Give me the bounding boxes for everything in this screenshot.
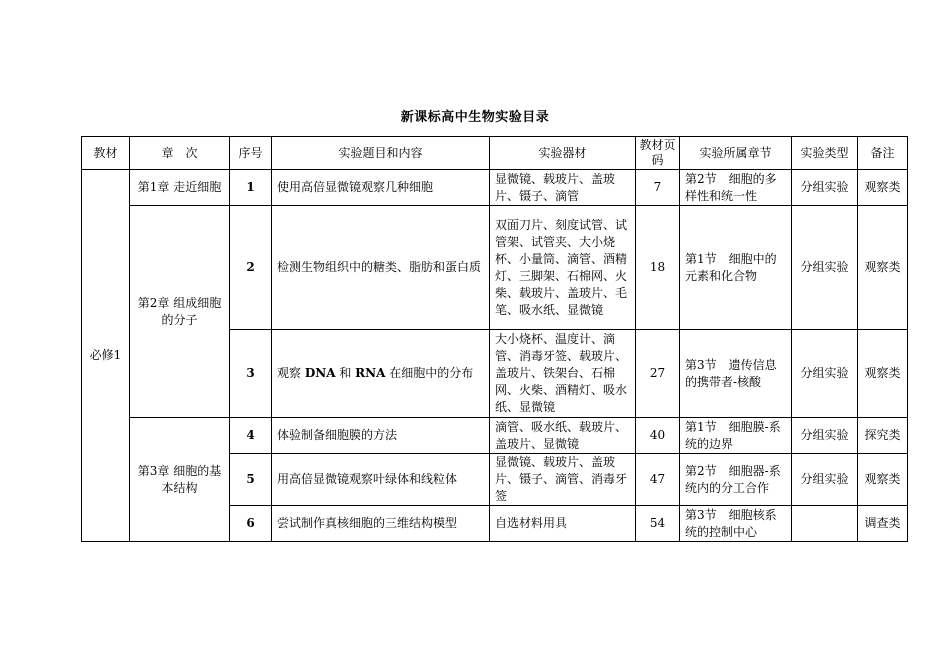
section-cell: 第2节 细胞的多样性和统一性 [680,170,792,206]
type-cell: 分组实验 [792,330,858,418]
experiment-table [81,136,908,542]
content-cell: 使用高倍显微镜观察几种细胞 [272,170,490,206]
type-cell: 分组实验 [792,454,858,506]
chapter-cell: 第2章 组成细胞的分子 [130,206,230,418]
row-number: 6 [230,506,272,542]
content-cell: 体验制备细胞膜的方法 [272,418,490,454]
chapter-cell: 第3章 细胞的基本结构 [130,418,230,542]
type-cell: 分组实验 [792,170,858,206]
header-cell: 实验器材 [490,137,636,170]
row-number: 3 [230,330,272,418]
textbook-cell: 必修1 [82,170,130,542]
section-cell: 第1节 细胞中的元素和化合物 [680,206,792,330]
table-row [82,206,908,330]
equipment-cell: 滴管、吸水纸、载玻片、盖玻片、显微镜 [490,418,636,454]
note-cell: 观察类 [858,330,908,418]
content-text: 观察 [277,366,305,380]
header-cell: 序号 [230,137,272,170]
chapter-cell: 第1章 走近细胞 [130,170,230,206]
header-cell: 备注 [858,137,908,170]
page-cell: 27 [636,330,680,418]
table-row [82,418,908,454]
header-row [82,137,908,170]
row-number: 4 [230,418,272,454]
header-cell: 实验题目和内容 [272,137,490,170]
page-cell: 47 [636,454,680,506]
note-cell: 探究类 [858,418,908,454]
page-cell: 40 [636,418,680,454]
dna-term: DNA [304,366,336,380]
note-cell: 调查类 [858,506,908,542]
content-cell: 用高倍显微镜观察叶绿体和线粒体 [272,454,490,506]
equipment-cell: 显微镜、载玻片、盖玻片、镊子、滴管、消毒牙签 [490,454,636,506]
type-cell [792,506,858,542]
content-cell [272,330,490,418]
content-text: 和 [335,366,356,380]
content-text: 在细胞中的分布 [385,366,474,380]
row-number: 5 [230,454,272,506]
note-cell: 观察类 [858,454,908,506]
document-title: 新课标高中生物实验目录 [400,110,550,125]
row-number: 1 [230,170,272,206]
type-cell: 分组实验 [792,418,858,454]
equipment-cell: 大小烧杯、温度计、滴管、消毒牙签、载玻片、盖玻片、铁架台、石棉网、火柴、酒精灯、吸水纸、显微镜 [490,330,636,418]
type-cell: 分组实验 [792,206,858,330]
equipment-cell: 显微镜、载玻片、盖玻片、镊子、滴管 [490,170,636,206]
header-cell: 实验所属章节 [680,137,792,170]
content-cell: 检测生物组织中的糖类、脂肪和蛋白质 [272,206,490,330]
table-row [82,170,908,206]
page-cell: 54 [636,506,680,542]
header-cell: 实验类型 [792,137,858,170]
note-cell: 观察类 [858,170,908,206]
section-cell: 第2节 细胞器-系统内的分工合作 [680,454,792,506]
equipment-cell: 双面刀片、刻度试管、试管架、试管夹、大小烧杯、小量筒、滴管、酒精灯、三脚架、石棉网、火柴、载玻片、盖玻片、毛笔、吸水纸、显微镜 [490,206,636,330]
section-cell: 第1节 细胞膜-系统的边界 [680,418,792,454]
section-cell: 第3节 遗传信息的携带者-核酸 [680,330,792,418]
rna-term: RNA [355,366,386,380]
page-cell: 18 [636,206,680,330]
header-cell: 章 次 [130,137,230,170]
header-cell: 教材页码 [636,137,680,170]
header-cell: 教材 [82,137,130,170]
equipment-cell: 自选材料用具 [490,506,636,542]
section-cell: 第3节 细胞核系统的控制中心 [680,506,792,542]
content-cell: 尝试制作真核细胞的三维结构模型 [272,506,490,542]
row-number: 2 [230,206,272,330]
note-cell: 观察类 [858,206,908,330]
page-cell: 7 [636,170,680,206]
